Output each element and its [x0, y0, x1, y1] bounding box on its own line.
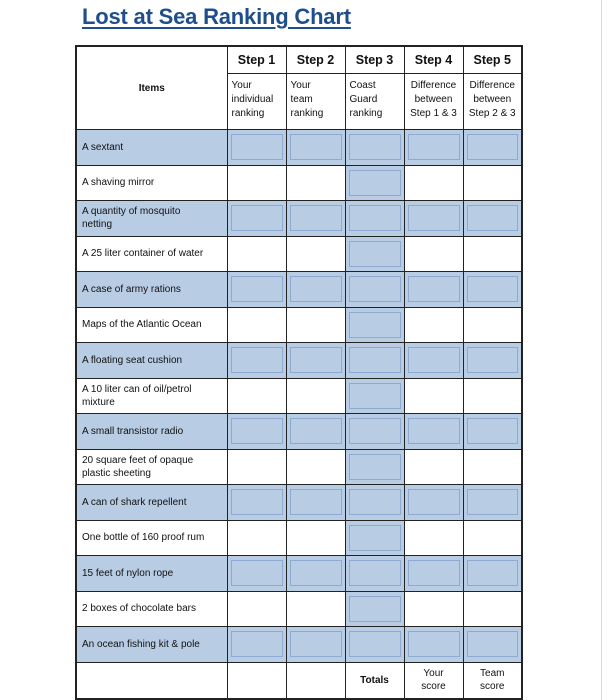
- step-1-rank-cell[interactable]: [227, 591, 286, 627]
- step-4-rank-cell[interactable]: [404, 414, 463, 450]
- step-4-header: [404, 46, 463, 130]
- step-2-header: [286, 46, 345, 130]
- rank-entry-box: [408, 134, 460, 160]
- table-row: [76, 165, 522, 201]
- rank-entry-box: [349, 205, 401, 231]
- step-desc-line: Your: [231, 80, 252, 91]
- table-row: [76, 378, 522, 414]
- step-desc-line: between: [414, 94, 453, 105]
- score-label-line: Your: [423, 668, 444, 679]
- step-1-rank-cell[interactable]: [227, 378, 286, 414]
- step-3-rank-cell[interactable]: [345, 165, 404, 201]
- step-2-rank-cell[interactable]: [286, 627, 345, 663]
- step-5-rank-cell[interactable]: [463, 520, 522, 556]
- step-4-rank-cell[interactable]: [404, 165, 463, 201]
- rank-entry-box: [349, 347, 401, 373]
- step-desc-line: Step 2 & 3: [468, 108, 516, 119]
- step-5-rank-cell[interactable]: [463, 272, 522, 308]
- step-1-rank-cell[interactable]: [227, 449, 286, 485]
- step-2-rank-cell[interactable]: [286, 343, 345, 379]
- step-1-rank-cell[interactable]: [227, 307, 286, 343]
- step-3-rank-cell[interactable]: [345, 627, 404, 663]
- rank-entry-box: [231, 347, 283, 373]
- step-2-rank-cell[interactable]: [286, 272, 345, 308]
- step-2-rank-cell[interactable]: [286, 307, 345, 343]
- step-4-rank-cell[interactable]: [404, 520, 463, 556]
- step-description: [405, 74, 463, 121]
- step-2-rank-cell[interactable]: [286, 130, 345, 166]
- item-name-cell: [76, 236, 227, 272]
- rank-entry-box: [231, 134, 283, 160]
- item-name-line: Maps of the Atlantic Ocean: [82, 319, 202, 331]
- step-4-rank-cell[interactable]: [404, 307, 463, 343]
- step-1-rank-cell[interactable]: [227, 556, 286, 592]
- page-edge-divider: [601, 0, 602, 700]
- step-desc-line: Step 1 & 3: [410, 108, 457, 119]
- rank-entry-box: [349, 383, 401, 409]
- step-1-rank-cell[interactable]: [227, 627, 286, 663]
- table-row: [76, 485, 522, 521]
- rank-entry-box: [231, 489, 283, 515]
- step-desc-line: ranking: [349, 108, 383, 119]
- page-title: Lost at Sea Ranking Chart: [82, 4, 351, 29]
- item-name-line: A quantity of mosquito: [82, 206, 181, 218]
- table-row: [76, 236, 522, 272]
- item-name-cell: [76, 307, 227, 343]
- rank-entry-box: [290, 347, 342, 373]
- rank-entry-box: [290, 489, 342, 515]
- rank-entry-box: [290, 205, 342, 231]
- rank-entry-box: [467, 631, 519, 657]
- rank-entry-box: [408, 489, 460, 515]
- item-name-line: 15 feet of nylon rope: [82, 567, 174, 579]
- item-name-cell: [76, 414, 227, 450]
- item-name-cell: [76, 556, 227, 592]
- item-name-cell: [76, 130, 227, 166]
- step-5-rank-cell[interactable]: [463, 485, 522, 521]
- item-name-line: A 25 liter container of water: [82, 248, 204, 260]
- step-3-rank-cell[interactable]: [345, 520, 404, 556]
- step-desc-line: Coast: [349, 80, 376, 91]
- step-description: [228, 74, 286, 121]
- item-name-line: 2 boxes of chocolate bars: [82, 603, 196, 615]
- item-name-cell: [76, 165, 227, 201]
- rank-entry-box: [408, 276, 460, 302]
- rank-entry-box: [349, 454, 401, 480]
- table-row: [76, 307, 522, 343]
- item-name-cell: [76, 627, 227, 663]
- step-2-rank-cell[interactable]: [286, 485, 345, 521]
- step-1-header: [227, 46, 286, 130]
- step-3-rank-cell[interactable]: [345, 449, 404, 485]
- item-name-line: A shaving mirror: [82, 177, 155, 189]
- rank-entry-box: [349, 560, 401, 586]
- step-title: Step 3: [346, 47, 404, 74]
- item-name-cell: [76, 591, 227, 627]
- rank-entry-box: [349, 276, 401, 302]
- step-title: Step 5: [464, 47, 522, 74]
- rank-entry-box: [408, 418, 460, 444]
- rank-entry-box: [467, 489, 519, 515]
- table-row: [76, 449, 522, 485]
- rank-entry-box: [349, 418, 401, 444]
- step-2-rank-cell[interactable]: [286, 165, 345, 201]
- table-row: [76, 414, 522, 450]
- rank-entry-box: [467, 560, 519, 586]
- rank-entry-box: [231, 418, 283, 444]
- item-name-cell: [76, 485, 227, 521]
- rank-entry-box: [349, 596, 401, 622]
- totals-label: Totals: [345, 662, 404, 699]
- step-5-rank-cell[interactable]: [463, 591, 522, 627]
- item-name-cell: [76, 378, 227, 414]
- step-title: Step 4: [405, 47, 463, 74]
- step-desc-line: ranking: [290, 108, 324, 119]
- table-row: [76, 591, 522, 627]
- step-title: Step 1: [228, 47, 286, 74]
- step-1-rank-cell[interactable]: [227, 130, 286, 166]
- step-4-rank-cell[interactable]: [404, 556, 463, 592]
- rank-entry-box: [231, 205, 283, 231]
- table-row: [76, 272, 522, 308]
- rank-entry-box: [467, 418, 519, 444]
- step-5-rank-cell[interactable]: [463, 201, 522, 237]
- step-2-rank-cell[interactable]: [286, 520, 345, 556]
- rank-entry-box: [349, 489, 401, 515]
- step-desc-line: Guard: [349, 94, 378, 105]
- step-5-rank-cell[interactable]: [463, 556, 522, 592]
- step-desc-line: between: [473, 94, 512, 105]
- table-row: [76, 130, 522, 166]
- table-row: [76, 343, 522, 379]
- rank-entry-box: [467, 134, 519, 160]
- step-2-rank-cell[interactable]: [286, 378, 345, 414]
- step-description: [464, 74, 522, 121]
- item-name-line: mixture: [82, 396, 115, 408]
- step-5-rank-cell[interactable]: [463, 449, 522, 485]
- step-4-rank-cell[interactable]: [404, 449, 463, 485]
- rank-entry-box: [290, 418, 342, 444]
- table-row: [76, 627, 522, 663]
- rank-entry-box: [231, 560, 283, 586]
- totals-spacer: [76, 662, 227, 699]
- step-4-rank-cell[interactable]: [404, 343, 463, 379]
- item-name-line: An ocean fishing kit & pole: [82, 638, 200, 650]
- item-name-cell: [76, 520, 227, 556]
- totals-spacer: [286, 662, 345, 699]
- step-3-rank-cell[interactable]: [345, 556, 404, 592]
- rank-entry-box: [349, 170, 401, 196]
- table-row: [76, 201, 522, 237]
- step-3-rank-cell[interactable]: [345, 201, 404, 237]
- step-2-rank-cell[interactable]: [286, 556, 345, 592]
- item-name-cell: [76, 272, 227, 308]
- rank-entry-box: [290, 631, 342, 657]
- step-title: Step 2: [287, 47, 345, 74]
- step-5-rank-cell[interactable]: [463, 130, 522, 166]
- step-5-rank-cell[interactable]: [463, 165, 522, 201]
- step-3-rank-cell[interactable]: [345, 485, 404, 521]
- step-3-rank-cell[interactable]: [345, 343, 404, 379]
- step-1-rank-cell[interactable]: [227, 343, 286, 379]
- rank-entry-box: [290, 560, 342, 586]
- table-row: [76, 520, 522, 556]
- step-4-rank-cell[interactable]: [404, 485, 463, 521]
- item-name-line: plastic sheeting: [82, 467, 151, 479]
- step-desc-line: Difference: [410, 80, 457, 91]
- your-score-cell[interactable]: [404, 662, 463, 699]
- item-name-line: A 10 liter can of oil/petrol: [82, 383, 192, 395]
- ranking-chart-table: [75, 45, 523, 700]
- rank-entry-box: [349, 525, 401, 551]
- team-score-cell[interactable]: [463, 662, 522, 699]
- step-4-rank-cell[interactable]: [404, 591, 463, 627]
- item-name-cell: [76, 343, 227, 379]
- step-2-rank-cell[interactable]: [286, 591, 345, 627]
- item-name-line: netting: [82, 219, 113, 231]
- item-name-line: A case of army rations: [82, 283, 181, 295]
- step-3-rank-cell[interactable]: [345, 378, 404, 414]
- step-desc-line: team: [290, 94, 313, 105]
- step-1-rank-cell[interactable]: [227, 236, 286, 272]
- step-5-header: [463, 46, 522, 130]
- item-name-line: A sextant: [82, 141, 124, 153]
- score-label-line: Team: [480, 668, 505, 679]
- step-4-rank-cell[interactable]: [404, 130, 463, 166]
- step-2-rank-cell[interactable]: [286, 414, 345, 450]
- step-5-rank-cell[interactable]: [463, 343, 522, 379]
- step-2-rank-cell[interactable]: [286, 201, 345, 237]
- item-name-line: One bottle of 160 proof rum: [82, 532, 205, 544]
- step-description: [346, 74, 404, 121]
- step-2-rank-cell[interactable]: [286, 236, 345, 272]
- step-4-rank-cell[interactable]: [404, 201, 463, 237]
- step-1-rank-cell[interactable]: [227, 272, 286, 308]
- rank-entry-box: [349, 312, 401, 338]
- step-desc-line: Difference: [469, 80, 515, 91]
- rank-entry-box: [467, 347, 519, 373]
- rank-entry-box: [408, 631, 460, 657]
- item-name-line: 20 square feet of opaque: [82, 454, 194, 466]
- step-1-rank-cell[interactable]: [227, 485, 286, 521]
- step-3-header: [345, 46, 404, 130]
- step-1-rank-cell[interactable]: [227, 165, 286, 201]
- step-5-rank-cell[interactable]: [463, 627, 522, 663]
- step-3-rank-cell[interactable]: [345, 307, 404, 343]
- step-1-rank-cell[interactable]: [227, 201, 286, 237]
- item-name-line: A can of shark repellent: [82, 496, 187, 508]
- step-3-rank-cell[interactable]: [345, 414, 404, 450]
- totals-row: [76, 662, 522, 699]
- rank-entry-box: [349, 134, 401, 160]
- score-label-line: score: [480, 681, 505, 692]
- table-row: [76, 556, 522, 592]
- step-4-rank-cell[interactable]: [404, 627, 463, 663]
- item-name-cell: [76, 201, 227, 237]
- rank-entry-box: [467, 205, 519, 231]
- step-4-rank-cell[interactable]: [404, 236, 463, 272]
- step-5-rank-cell[interactable]: [463, 307, 522, 343]
- rank-entry-box: [290, 134, 342, 160]
- item-name-line: A floating seat cushion: [82, 354, 183, 366]
- step-3-rank-cell[interactable]: [345, 272, 404, 308]
- header-row: [76, 46, 522, 130]
- step-5-rank-cell[interactable]: [463, 236, 522, 272]
- score-label-line: score: [421, 681, 446, 692]
- items-header: Items: [76, 46, 227, 130]
- step-4-rank-cell[interactable]: [404, 378, 463, 414]
- step-1-rank-cell[interactable]: [227, 520, 286, 556]
- rank-entry-box: [408, 560, 460, 586]
- step-5-rank-cell[interactable]: [463, 378, 522, 414]
- step-3-rank-cell[interactable]: [345, 236, 404, 272]
- step-3-rank-cell[interactable]: [345, 130, 404, 166]
- item-name-cell: [76, 449, 227, 485]
- rank-entry-box: [290, 276, 342, 302]
- step-4-rank-cell[interactable]: [404, 272, 463, 308]
- step-desc-line: ranking: [231, 108, 265, 119]
- step-description: [287, 74, 345, 121]
- rank-entry-box: [349, 631, 401, 657]
- rank-entry-box: [231, 631, 283, 657]
- rank-entry-box: [408, 205, 460, 231]
- item-name-line: A small transistor radio: [82, 425, 184, 437]
- step-3-rank-cell[interactable]: [345, 591, 404, 627]
- rank-entry-box: [408, 347, 460, 373]
- step-desc-line: individual: [231, 94, 274, 105]
- step-2-rank-cell[interactable]: [286, 449, 345, 485]
- rank-entry-box: [467, 276, 519, 302]
- step-desc-line: Your: [290, 80, 311, 91]
- step-1-rank-cell[interactable]: [227, 414, 286, 450]
- step-5-rank-cell[interactable]: [463, 414, 522, 450]
- rank-entry-box: [231, 276, 283, 302]
- rank-entry-box: [349, 241, 401, 267]
- totals-spacer: [227, 662, 286, 699]
